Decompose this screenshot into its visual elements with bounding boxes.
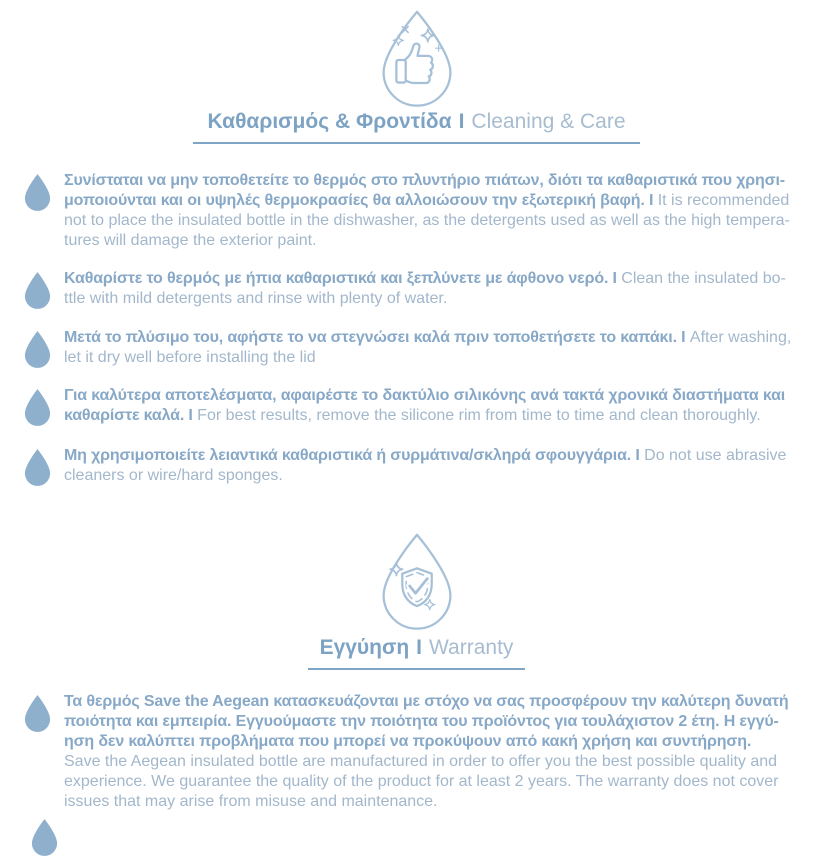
warranty-section-icon-wrap	[0, 528, 833, 636]
warranty-section-heading	[0, 636, 833, 670]
english-text: Do not use abrasive	[639, 447, 787, 464]
text-line	[64, 289, 786, 309]
english-text: issues that may arise from misuse and maintenance.	[64, 793, 438, 810]
english-text: Clean the insulated bo-	[616, 270, 786, 287]
greek-bold-text: Συνίσταται να μην τοποθετείτε το θερμός στο πλυντήριο πιάτων, διότι τα καθαριστικά που χρησι-	[64, 172, 785, 189]
care-item-text	[64, 386, 785, 426]
sparkle-star	[390, 563, 403, 576]
text-line	[64, 772, 789, 792]
greek-bold-text: καθαρίστε καλά. Ι	[64, 407, 193, 424]
english-text: For best results, remove the silicone rim from time to time and clean thoroughly.	[192, 407, 761, 424]
care-item	[22, 171, 790, 251]
text-line	[64, 231, 790, 251]
drop-shield-check-icon	[362, 528, 472, 636]
care-item-text	[64, 328, 791, 368]
water-drop-icon	[22, 694, 53, 733]
water-drop-icon	[22, 330, 53, 369]
heading-english: Warranty	[429, 636, 514, 659]
greek-bold-text: Μη χρησιμοποιείτε λειαντικά καθαριστικά ή συρμάτινα/σκληρά σφουγγάρια. Ι	[64, 447, 640, 464]
text-line	[64, 269, 786, 289]
water-drop-icon	[22, 271, 53, 310]
water-drop-icon	[22, 448, 53, 487]
text-line	[64, 692, 789, 712]
text-line	[64, 792, 789, 812]
text-line	[64, 386, 785, 406]
english-text: tures will damage the exterior paint.	[64, 232, 317, 249]
heading-greek: Καθαρισμός & Φροντίδα	[207, 110, 452, 133]
text-line	[64, 466, 786, 486]
text-line	[64, 348, 791, 368]
heading-english: Cleaning & Care	[471, 110, 626, 133]
thumbs-up-cuff	[396, 60, 405, 83]
english-text: experience. We guarantee the quality of the product for at least 2 years. The warranty does not cover	[64, 773, 779, 790]
greek-bold-text: Τα θερμός Save the Aegean κατασκευάζονται με στόχο να σας προσφέρουν την καλύτερη δυνατή	[64, 693, 789, 710]
care-item	[22, 386, 785, 427]
warranty-item	[22, 692, 789, 812]
care-item-text	[64, 171, 790, 251]
heading-separator: Ι	[458, 110, 465, 133]
english-text: Save the Aegean insulated bottle are manufactured in order to offer you the best possible quality and	[64, 753, 778, 770]
heading-underline	[308, 636, 526, 670]
cleaning-section-icon-wrap	[0, 5, 833, 113]
text-line	[64, 712, 789, 732]
warranty-item-text	[64, 692, 789, 812]
thumbs-up-hand	[405, 44, 433, 83]
care-item-text	[64, 269, 786, 309]
heading-separator: Ι	[416, 636, 423, 659]
water-drop-icon	[22, 388, 53, 427]
text-line	[64, 446, 786, 466]
heading-underline	[193, 110, 639, 144]
text-line	[64, 211, 790, 231]
text-line	[64, 171, 790, 191]
english-text: ttle with mild detergents and rinse with plenty of water.	[64, 290, 448, 307]
care-item-text	[64, 446, 786, 486]
english-text: not to place the insulated bottle in the dishwasher, as the detergents used as well as the high tempera-	[64, 212, 790, 229]
cleaning-section-heading	[0, 110, 833, 144]
english-text: let it dry well before installing the lid	[64, 349, 316, 366]
text-line	[64, 752, 789, 772]
greek-bold-text: Μετά το πλύσιμο του, αφήστε το να στεγνώσει καλά πριν τοποθετήσετε το καπάκι. Ι	[64, 329, 686, 346]
text-line	[64, 406, 785, 426]
greek-bold-text: Για καλύτερα αποτελέσματα, αφαιρέστε το δακτύλιο σιλικόνης ανά τακτά χρονικά διαστήματα και	[64, 387, 786, 404]
greek-bold-text: ποιότητα και εμπειρία. Εγγυούμαστε την ποιότητα του προϊόντος για τουλάχιστον 2 έτη. Η εγγύ-	[64, 713, 779, 730]
english-text: After washing,	[685, 329, 792, 346]
text-line	[64, 732, 789, 752]
greek-bold-text: ηση δεν καλύπτει προβλήματα που μπορεί να προκύψουν από κακή χρήση και συντήρηση.	[64, 733, 752, 750]
drop-thumbs-up-sparkles-icon	[362, 5, 472, 113]
english-text: It is recommended	[653, 192, 790, 209]
greek-bold-text: μοποιούνται και οι υψηλές θερμοκρασίες θα αλλοιώσουν την εξωτερική βαφή. Ι	[64, 192, 654, 209]
water-drop-icon	[22, 173, 53, 212]
partial-water-drop-icon	[29, 818, 60, 862]
text-line	[64, 328, 791, 348]
greek-bold-text: Καθαρίστε το θερμός με ήπια καθαριστικά και ξεπλύνετε με άφθονο νερό. Ι	[64, 270, 617, 287]
care-item	[22, 328, 791, 369]
care-item	[22, 446, 786, 487]
english-text: cleaners or wire/hard sponges.	[64, 467, 283, 484]
text-line	[64, 191, 790, 211]
care-item	[22, 269, 786, 310]
heading-greek: Εγγύηση	[319, 636, 410, 659]
